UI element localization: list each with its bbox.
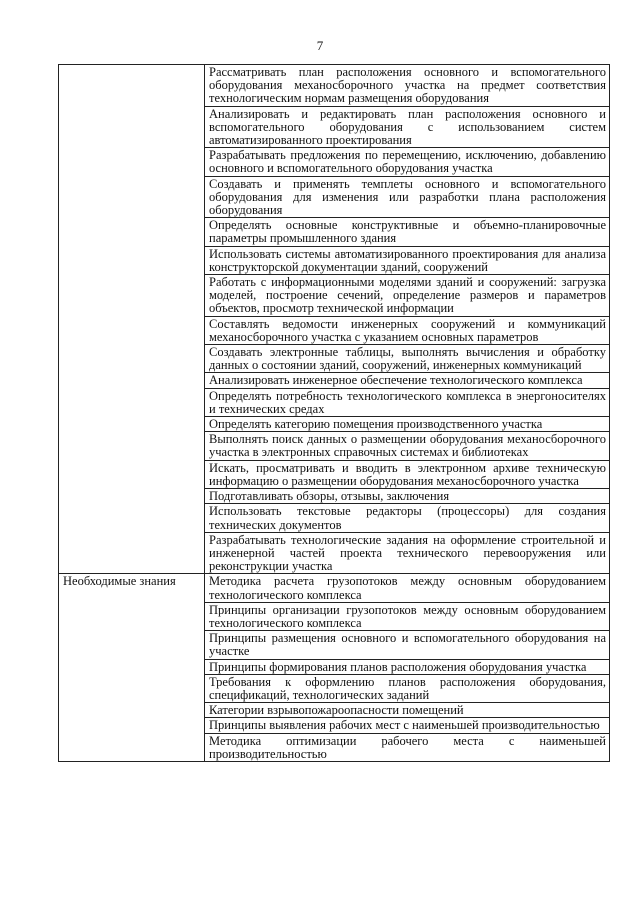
knowledge-item: Категории взрывопожароопасности помещений <box>205 703 610 718</box>
skills-item: Создавать электронные таблицы, выполнять вычисления и обработку данных о состоянии зданий, сооружений, инженерных коммуникаций <box>205 345 610 373</box>
skills-item: Искать, просматривать и вводить в электронном архиве техническую информацию о размещении оборудования механосборочного участка <box>205 460 610 488</box>
knowledge-item: Методика расчета грузопотоков между основным оборудованием технологического комплекса <box>205 574 610 602</box>
knowledge-item: Методика оптимизации рабочего места с наименьшей производительностью <box>205 733 610 761</box>
skills-item: Анализировать и редактировать план расположения основного и вспомогательного оборудования с использованием систем автоматизированного проектирования <box>205 106 610 148</box>
knowledge-section <box>59 574 610 762</box>
skills-item: Работать с информационными моделями зданий и сооружений: загрузка моделей, построение сечений, определение размеров и параметров объектов, просмотр технической информации <box>205 275 610 317</box>
skills-item: Подготавливать обзоры, отзывы, заключения <box>205 489 610 504</box>
knowledge-item: Принципы выявления рабочих мест с наименьшей производительностью <box>205 718 610 733</box>
table-row <box>59 65 610 107</box>
skills-item: Разрабатывать технологические задания на оформление строительной и инженерной частей проекта технического перевооружения или реконструкции участка <box>205 532 610 574</box>
skills-item: Использовать текстовые редакторы (процессоры) для создания технических документов <box>205 504 610 532</box>
skills-item: Рассматривать план расположения основного и вспомогательного оборудования механосборочного участка на предмет соответствия технологическим нормам размещения оборудования <box>205 65 610 107</box>
skills-label <box>59 65 205 574</box>
skills-item: Анализировать инженерное обеспечение технологического комплекса <box>205 373 610 388</box>
skills-item: Создавать и применять темплеты основного и вспомогательного оборудования для изменения или разработки плана расположения оборудования <box>205 176 610 218</box>
skills-item: Составлять ведомости инженерных сооружений и коммуникаций механосборочного участка с указанием основных параметров <box>205 316 610 344</box>
skills-item: Разрабатывать предложения по перемещению, исключению, добавлению основного и вспомогательного оборудования участка <box>205 148 610 176</box>
skills-item: Выполнять поиск данных о размещении оборудования механосборочного участка в электронных справочных системах и библиотеках <box>205 432 610 460</box>
table-row <box>59 574 610 602</box>
skills-item: Использовать системы автоматизированного проектирования для анализа конструкторской документации зданий, сооружений <box>205 246 610 274</box>
knowledge-label: Необходимые знания <box>59 574 205 762</box>
page-number: 7 <box>316 38 324 53</box>
skills-item: Определять категорию помещения производственного участка <box>205 417 610 432</box>
knowledge-item: Требования к оформлению планов расположения оборудования, спецификаций, технологических заданий <box>205 674 610 702</box>
knowledge-item: Принципы размещения основного и вспомогательного оборудования на участке <box>205 631 610 659</box>
skills-item: Определять основные конструктивные и объемно-планировочные параметры промышленного здания <box>205 218 610 246</box>
skills-item: Определять потребность технологического комплекса в энергоносителях и технических средах <box>205 388 610 416</box>
knowledge-item: Принципы формирования планов расположения оборудования участка <box>205 659 610 674</box>
skills-section <box>59 65 610 574</box>
requirements-table <box>58 64 610 762</box>
knowledge-item: Принципы организации грузопотоков между основным оборудованием технологического комплекса <box>205 602 610 630</box>
